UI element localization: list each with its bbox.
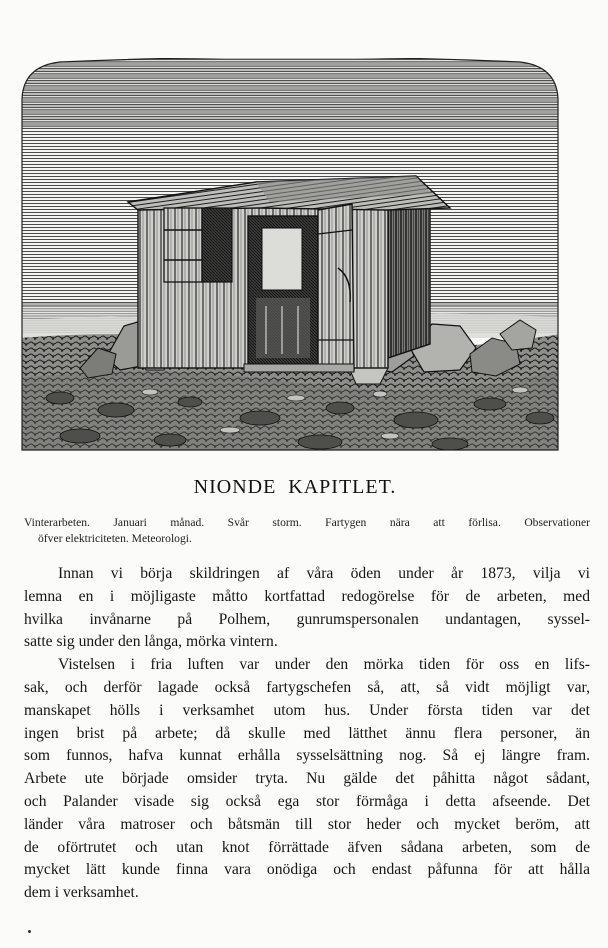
text-line: och Palander visade sig också ega stor förmåga i detta afseende. Det — [24, 792, 590, 810]
text-line: manskapet hölls i verksamhet utom hus. Under första tiden var det — [24, 701, 590, 719]
text-line: Innan vi börja skildringen af våra öden under år 1873, vilja vi — [58, 565, 590, 582]
paragraph — [24, 563, 590, 654]
paragraph — [24, 654, 590, 905]
summary-line: Vinterarbeten. Januari månad. Svår storm. Fartygen nära att förlisa. Observationer — [24, 516, 590, 529]
text-line: Vistelsen i fria luften var under den mörka tiden för oss en lifs- — [58, 656, 590, 674]
text-line: ingen brist på arbete; då skulle med lätthet ännu flera personer, än — [24, 724, 590, 742]
text-line: lemna en i möjligaste måtto kortfattad redogörelse för de arbeten, med — [24, 587, 590, 605]
chapter-summary — [24, 515, 590, 547]
text-line: mycket lätt kunde finna vara onödiga och endast påfunna för att hålla — [24, 861, 590, 879]
ink-speck — [28, 930, 31, 933]
summary-line: öfver elektriciteten. Meteorologi. — [38, 532, 192, 545]
text-line: dem i verksamhet. — [24, 884, 139, 902]
text-line: de oförtrutet och utan knot förrättade äfven sådana arbeten, som de — [24, 838, 590, 856]
text-line: satte sig under den långa, mörka vintern. — [24, 633, 278, 651]
text-line: hvilka invånarne på Polhem, gunrumspersonalen undantagen, syssel- — [24, 610, 590, 628]
text-line: länder våra matroser och båtsmän till stor heder och mycket beröm, att — [24, 815, 590, 833]
text-line: Arbete ute började omsider tryta. Nu gälde det påhitta något sådant, — [24, 770, 590, 788]
body-text — [24, 563, 590, 905]
chapter-title: NIONDE KAPITLET. — [193, 476, 397, 498]
engraving-wooden-hut-icon — [20, 58, 560, 452]
text-line: sak, och derför lagade också fartygschefen så, att, så vidt möjligt var, — [24, 678, 590, 696]
text-line: som funnos, hafva kunnat erhålla sysselsättning nog. Så ej längre fram. — [24, 747, 590, 765]
